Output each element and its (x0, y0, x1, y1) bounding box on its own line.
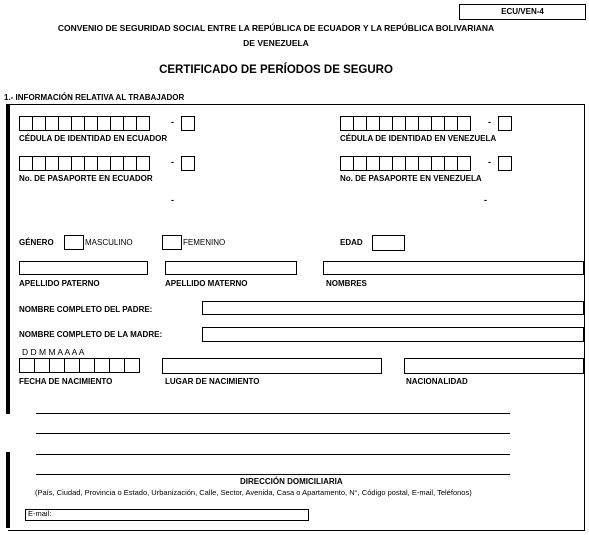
form-title: CERTIFICADO DE PERÍODOS DE SEGURO (159, 64, 393, 76)
edad-label: EDAD (340, 238, 363, 247)
pasaporte-ecuador-label: No. DE PASAPORTE EN ECUADOR (19, 174, 153, 183)
genero-label: GÉNERO (19, 238, 54, 247)
masculino-label: MASCULINO (85, 238, 133, 247)
nombre-madre-input[interactable] (202, 327, 584, 342)
frame-left-bar (6, 104, 10, 414)
apellido-paterno-input[interactable] (19, 261, 148, 275)
form-code: ECU/VEN-4 (501, 7, 544, 16)
frame-left-bar-lower (6, 452, 10, 528)
fecha-nacimiento-label: FECHA DE NACIMIENTO (19, 377, 113, 386)
pasaporte-venezuela-label: No. DE PASAPORTE EN VENEZUELA (340, 174, 482, 183)
cedula-ecuador-check-digit[interactable] (181, 116, 195, 131)
pasaporte-venezuela-check-digit[interactable] (498, 156, 512, 171)
apellido-materno-label: APELLIDO MATERNO (165, 279, 248, 288)
pasaporte-ecuador-cells[interactable] (19, 156, 149, 171)
pasaporte-ecuador-dash-2: - (171, 195, 174, 205)
femenino-label: FEMENINO (183, 238, 226, 247)
apellido-materno-input[interactable] (165, 261, 297, 275)
email-input[interactable] (25, 509, 309, 521)
address-line-2[interactable] (36, 433, 510, 434)
pasaporte-ecuador-dash: - (171, 157, 174, 167)
cedula-ecuador-label: CÉDULA DE IDENTIDAD EN ECUADOR (19, 134, 168, 143)
nombre-madre-label: NOMBRE COMPLETO DE LA MADRE: (19, 330, 163, 339)
section-title: 1.- INFORMACIÓN RELATIVA AL TRABAJADOR (4, 93, 185, 102)
header-line-2: DE VENEZUELA (243, 38, 309, 48)
nacionalidad-label: NACIONALIDAD (406, 377, 468, 386)
direccion-label: DIRECCIÓN DOMICILIARIA (240, 477, 343, 486)
edad-input[interactable] (372, 235, 405, 251)
apellido-paterno-label: APELLIDO PATERNO (19, 279, 100, 288)
address-line-3[interactable] (36, 454, 510, 455)
address-line-1[interactable] (36, 413, 510, 414)
nacionalidad-input[interactable] (404, 358, 584, 374)
cedula-ecuador-dash: - (171, 117, 174, 127)
pasaporte-venezuela-dash: - (488, 157, 491, 167)
cedula-ecuador-cells[interactable] (19, 116, 149, 131)
cedula-venezuela-check-digit[interactable] (498, 116, 512, 131)
lugar-nacimiento-input[interactable] (162, 358, 382, 374)
nombres-label: NOMBRES (326, 279, 367, 288)
pasaporte-ecuador-check-digit[interactable] (181, 156, 195, 171)
cedula-venezuela-cells[interactable] (340, 116, 470, 131)
pasaporte-venezuela-dash-2: - (484, 195, 487, 205)
masculino-checkbox[interactable] (64, 235, 84, 250)
lugar-nacimiento-label: LUGAR DE NACIMIENTO (165, 377, 260, 386)
header-line-1: CONVENIO DE SEGURIDAD SOCIAL ENTRE LA REPÚBLICA DE ECUADOR Y LA REPÚBLICA BOLIVARIANA (57, 23, 495, 33)
email-label: E-mail: (28, 509, 52, 518)
cedula-venezuela-dash: - (488, 117, 491, 127)
pasaporte-venezuela-cells[interactable] (340, 156, 470, 171)
address-line-4[interactable] (36, 474, 510, 475)
nombre-padre-input[interactable] (202, 301, 584, 315)
form-code-box (459, 4, 586, 20)
direccion-hint: (País, Ciudad, Provincia o Estado, Urbanización, Calle, Sector, Avenida, Casa o Apartamento, N°, Código postal, E-mail, Teléfonos) (35, 488, 472, 497)
femenino-checkbox[interactable] (162, 235, 182, 250)
fecha-nacimiento-cells[interactable] (19, 358, 139, 373)
nombre-padre-label: NOMBRE COMPLETO DEL PADRE: (19, 305, 153, 314)
cedula-venezuela-label: CÉDULA DE IDENTIDAD EN VENEZUELA (340, 134, 497, 143)
date-format-hint: D D M M A A A A (22, 347, 85, 357)
nombres-input[interactable] (323, 261, 584, 275)
